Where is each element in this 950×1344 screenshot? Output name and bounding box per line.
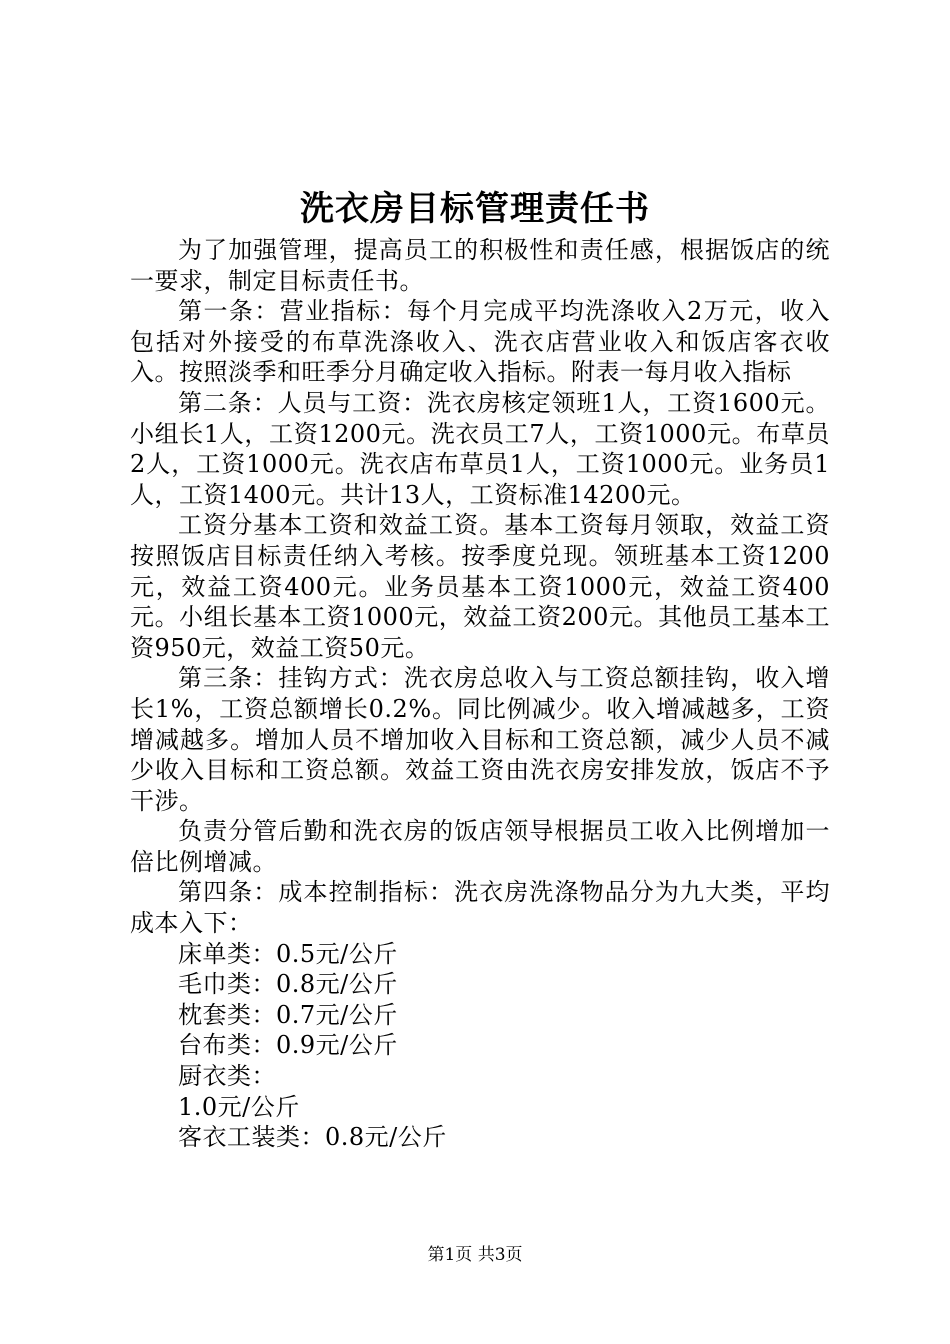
paragraph-intro: 为了加强管理，提高员工的积极性和责任感，根据饭店的统一要求，制定目标责任书。 [130, 236, 830, 295]
paragraph-salary-detail: 工资分基本工资和效益工资。基本工资每月领取，效益工资按照饭店目标责任纳入考核。按季度兑现。领班基本工资1200元，效益工资400元。业务员基本工资1000元，效益工资400元。小组长基本工资1000元，效益工资200元。其他员工基本工资950元，效益工资50元。 [130, 511, 830, 662]
cost-item: 枕套类：0.7元/公斤 [178, 1000, 398, 1029]
paragraph-article-1: 第一条：营业指标：每个月完成平均洗涤收入2万元，收入包括对外接受的布草洗涤收入、洗衣店营业收入和饭店客衣收入。按照淡季和旺季分月确定收入指标。附表一每月收入指标 [130, 297, 830, 387]
paragraph-article-3: 第三条：挂钩方式：洗衣房总收入与工资总额挂钩，收入增长1%，工资总额增长0.2%。同比例减少。收入增减越多，工资增减越多。增加人员不增加收入目标和工资总额，减少人员不减少收入目标和工资总额。效益工资由洗衣房安排发放，饭店不予干涉。 [130, 664, 830, 815]
cost-item: 台布类：0.9元/公斤 [178, 1031, 398, 1060]
cost-item: 毛巾类：0.8元/公斤 [178, 970, 398, 999]
paragraph-article-2: 第二条：人员与工资：洗衣房核定领班1人，工资1600元。小组长1人，工资1200元。洗衣员工7人，工资1000元。布草员2人，工资1000元。洗衣店布草员1人，工资1000元。业务员1人，工资1400元。共计13人，工资标准14200元。 [130, 388, 830, 509]
document-title: 洗衣房目标管理责任书 [300, 189, 650, 229]
cost-item: 1.0元/公斤 [178, 1092, 300, 1121]
paragraph-article-4: 第四条：成本控制指标：洗衣房洗涤物品分为九大类，平均成本入下： [130, 878, 830, 938]
page-footer: 第1页 共3页 [427, 1245, 523, 1265]
cost-item: 厨衣类： [178, 1062, 276, 1091]
cost-item: 床单类：0.5元/公斤 [178, 939, 398, 968]
cost-item: 客衣工装类：0.8元/公斤 [178, 1123, 447, 1152]
document-body [130, 235, 830, 1153]
paragraph-leader-ratio: 负责分管后勤和洗衣房的饭店领导根据员工收入比例增加一倍比例增减。 [130, 817, 830, 876]
